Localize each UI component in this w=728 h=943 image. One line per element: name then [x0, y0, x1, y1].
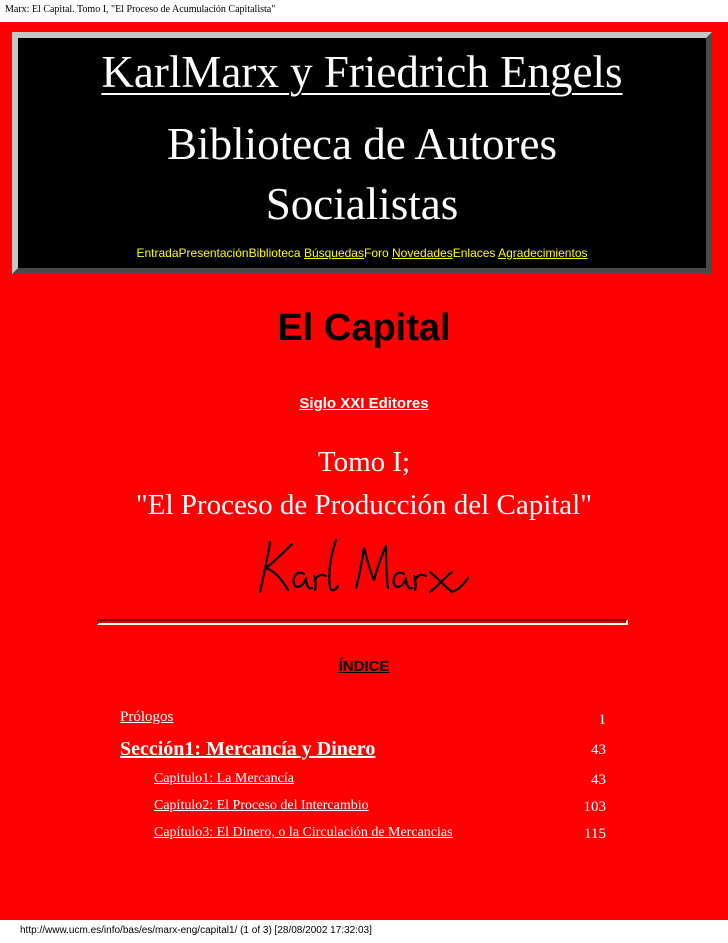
banner-title: KarlMarx y Friedrich Engels: [101, 47, 623, 97]
index-heading: [0, 657, 728, 677]
toc-page-number: 115: [584, 826, 606, 842]
divider: [97, 619, 628, 625]
volume-title-line2: "El Proceso de Producción del Capital": [135, 489, 593, 521]
nav-link-presentacion[interactable]: Presentación: [178, 246, 249, 260]
toc-entry-section1: [120, 738, 375, 761]
toc-link[interactable]: Sección1: Mercancía y Dinero: [120, 738, 376, 760]
publisher: [0, 394, 728, 414]
site-banner: [12, 32, 712, 274]
banner-subtitle-line1: Biblioteca de Autores: [167, 119, 557, 169]
nav-link-busquedas[interactable]: Búsquedas: [303, 246, 364, 260]
nav-link-foro[interactable]: Foro: [363, 246, 389, 260]
print-footer-url: http://www.ucm.es/info/bas/es/marx-eng/capital1/ (1 of 3) [28/08/2002 17:32:03]: [0, 920, 728, 943]
toc-link[interactable]: Capítulo2: El Proceso del Intercambio: [154, 798, 369, 813]
nav-link-entrada[interactable]: Entrada: [136, 246, 179, 260]
marx-signature: [252, 534, 476, 598]
toc-link[interactable]: Capitulo1: La Mercancía: [154, 771, 294, 786]
site-nav: [18, 245, 706, 261]
toc-link[interactable]: Prólogos: [120, 709, 174, 725]
toc-page-number: 43: [591, 742, 606, 758]
nav-link-novedades[interactable]: Novedades: [392, 246, 453, 260]
nav-link-enlaces[interactable]: Enlaces: [452, 246, 496, 260]
print-header: Marx: El Capital. Tomo I, "El Proceso de Acumulación Capitalista": [0, 0, 728, 22]
toc-entry-chapter2: [154, 798, 369, 814]
toc-entry-chapter3: [154, 825, 453, 841]
toc-link[interactable]: Capítulo3: El Dinero, o la Circulación de Mercancias: [154, 825, 453, 840]
index-heading-link[interactable]: ÍNDICE: [338, 658, 390, 675]
toc-page-number: 43: [591, 772, 606, 788]
toc-page-number: 1: [598, 712, 606, 728]
toc-page-number: 103: [583, 799, 606, 815]
toc-entry-chapter1: [154, 771, 294, 787]
publisher-link[interactable]: Siglo XXI Editores: [299, 395, 429, 412]
toc-entry-prologos: [120, 709, 173, 726]
volume-title-line1: Tomo I;: [317, 446, 411, 478]
nav-link-agradecimientos[interactable]: Agradecimientos: [498, 246, 588, 260]
book-title: El Capital: [277, 307, 451, 349]
banner-subtitle-line2: Socialistas: [265, 179, 459, 229]
nav-link-biblioteca[interactable]: Biblioteca: [248, 246, 301, 260]
